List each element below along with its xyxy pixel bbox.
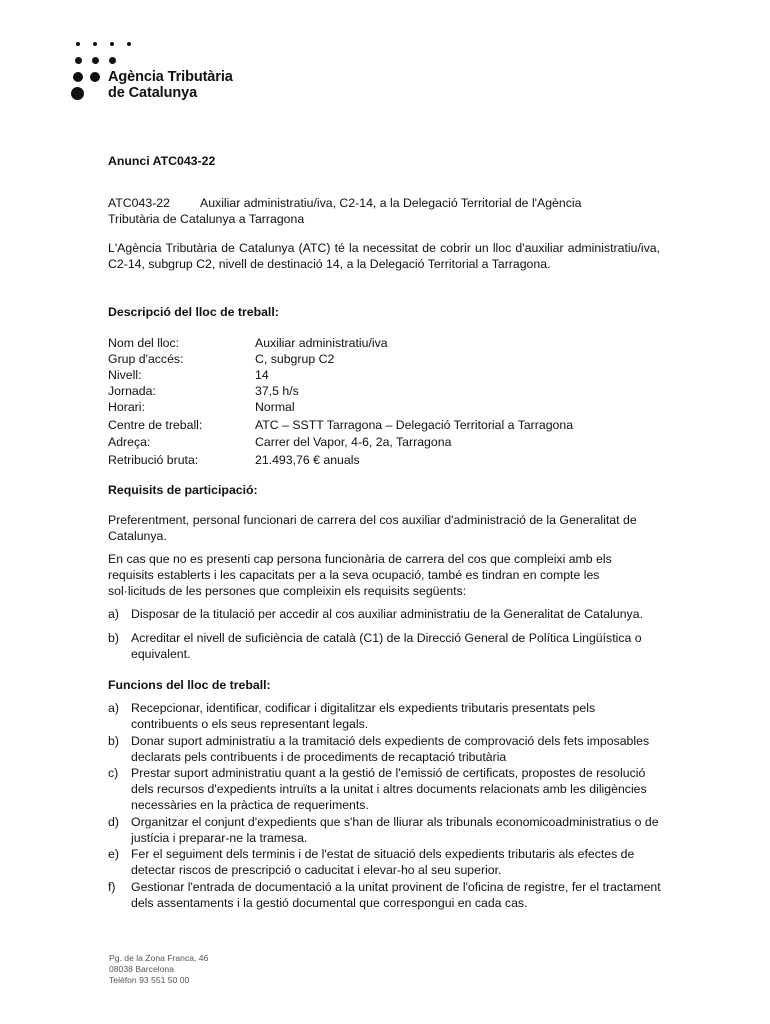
item-letter: b) bbox=[108, 631, 119, 645]
logo-dot bbox=[109, 57, 116, 64]
subject-line-2: Tributària de Catalunya a Tarragona bbox=[108, 212, 305, 227]
requirements-paragraph-1: Preferentment, personal funcionari de carrera del cos auxiliar d'administració de la Generalitat de Catalunya. bbox=[108, 513, 637, 544]
logo-dot bbox=[71, 87, 84, 100]
row-label: Grup d'accés: bbox=[108, 352, 184, 366]
function-item bbox=[108, 700, 660, 734]
logo-dot bbox=[75, 57, 82, 64]
function-item bbox=[108, 879, 660, 913]
row-label: Adreça: bbox=[108, 435, 151, 449]
item-text: Organitzar el conjunt d'expedients que s'han de lliurar als tribunals economicoadministratius o de justícia i preparar-ne la tramesa. bbox=[131, 815, 659, 846]
item-text: Recepcionar, identificar, codificar i digitalitzar els expedients tributaris presentats pels contribuents o els seus representant legals. bbox=[131, 701, 596, 732]
item-letter: a) bbox=[108, 701, 119, 715]
row-value: 37,5 h/s bbox=[255, 384, 299, 398]
requirement-item bbox=[108, 630, 660, 664]
logo-dot bbox=[110, 42, 114, 46]
announcement-title: Anunci ATC043-22 bbox=[108, 154, 216, 168]
footer-phone: Telèfon 93 551 50 00 bbox=[109, 975, 190, 986]
row-value: 21.493,76 € anuals bbox=[255, 453, 360, 467]
announcement-code: ATC043-22 bbox=[108, 196, 170, 210]
row-value: Auxiliar administratiu/iva bbox=[255, 336, 388, 350]
brand-name bbox=[108, 69, 233, 101]
item-letter: a) bbox=[108, 607, 119, 621]
item-text: Disposar de la titulació per accedir al cos auxiliar administratiu de la Generalitat de Catalunya. bbox=[131, 607, 643, 621]
function-item bbox=[108, 846, 660, 880]
brand-line-2: de Catalunya bbox=[108, 85, 198, 101]
description-table bbox=[108, 335, 660, 475]
item-text: Fer el seguiment dels terminis i de l'estat de situació dels expedients tributaris als efectes de detectar riscos de prescripció o caducitat i elevar-ho al seu superior. bbox=[131, 847, 635, 878]
logo bbox=[0, 0, 300, 110]
row-label: Centre de treball: bbox=[108, 418, 203, 432]
function-item bbox=[108, 765, 660, 815]
logo-dot bbox=[76, 42, 80, 46]
item-text: Donar suport administratiu a la tramitació dels expedients de comprovació dels fets imposables declarats pels contribuents i de procediments de recaptació tributària bbox=[131, 734, 650, 765]
item-letter: e) bbox=[108, 847, 119, 861]
row-value: Carrer del Vapor, 4-6, 2a, Tarragona bbox=[255, 435, 452, 449]
row-value: Normal bbox=[255, 400, 295, 414]
row-label: Jornada: bbox=[108, 384, 156, 398]
footer-city: 08038 Barcelona bbox=[109, 964, 174, 975]
item-letter: b) bbox=[108, 734, 119, 748]
row-label: Nivell: bbox=[108, 368, 142, 382]
brand-line-1: Agència Tributària bbox=[108, 69, 233, 85]
intro-paragraph: L'Agència Tributària de Catalunya (ATC) té la necessitat de cobrir un lloc d'auxiliar administratiu/iva, C2-14, subgrup C2, nivell de destinació 14, a la Delegació Territorial a Tarragona. bbox=[108, 241, 660, 272]
logo-dot bbox=[93, 42, 97, 46]
logo-dot bbox=[127, 42, 131, 46]
item-letter: c) bbox=[108, 766, 119, 780]
item-letter: d) bbox=[108, 815, 119, 829]
row-label: Retribució bruta: bbox=[108, 453, 199, 467]
description-heading: Descripció del lloc de treball: bbox=[108, 305, 279, 319]
footer-street: Pg. de la Zona Franca, 46 bbox=[109, 953, 209, 963]
row-label: Nom del lloc: bbox=[108, 336, 180, 350]
requirements-heading: Requisits de participació: bbox=[108, 483, 258, 497]
item-text: Gestionar l'entrada de documentació a la unitat provinent de l'oficina de registre, fer el tractament dels assentaments i la gestió documental que correspongui en cada cas. bbox=[131, 880, 661, 911]
logo-dot bbox=[92, 57, 99, 64]
item-text: Prestar suport administratiu quant a la gestió de l'emissió de certificats, propostes de resolució dels recursos d'expedients intruïts a la unitat i altres documents relacionats amb les diligències necessàries en la pràctica de requeriments. bbox=[131, 766, 647, 813]
row-label: Horari: bbox=[108, 400, 145, 414]
row-value: ATC – SSTT Tarragona – Delegació Territorial a Tarragona bbox=[255, 418, 574, 432]
requirement-item bbox=[108, 606, 660, 624]
item-text: Acreditar el nivell de suficiència de català (C1) de la Direcció General de Política Lingüística o equivalent. bbox=[131, 631, 642, 662]
function-item bbox=[108, 733, 660, 767]
subject-line-1: Auxiliar administratiu/iva, C2-14, a la Delegació Territorial de l'Agència bbox=[200, 196, 582, 210]
row-value: 14 bbox=[255, 368, 269, 382]
functions-heading: Funcions del lloc de treball: bbox=[108, 678, 271, 692]
row-value: C, subgrup C2 bbox=[255, 352, 335, 366]
logo-dot bbox=[73, 72, 83, 82]
requirements-paragraph-2: En cas que no es presenti cap persona funcionària de carrera del cos que compleixi amb els requisits establerts i les capacitats per a la seva ocupació, també es tindran en compte les sol·licituds de les persones que compleixin els requisits següents: bbox=[108, 552, 612, 599]
footer-address bbox=[109, 953, 208, 987]
announcement-subject bbox=[108, 195, 660, 227]
logo-dot bbox=[90, 72, 100, 82]
item-letter: f) bbox=[108, 880, 116, 894]
function-item bbox=[108, 814, 660, 848]
